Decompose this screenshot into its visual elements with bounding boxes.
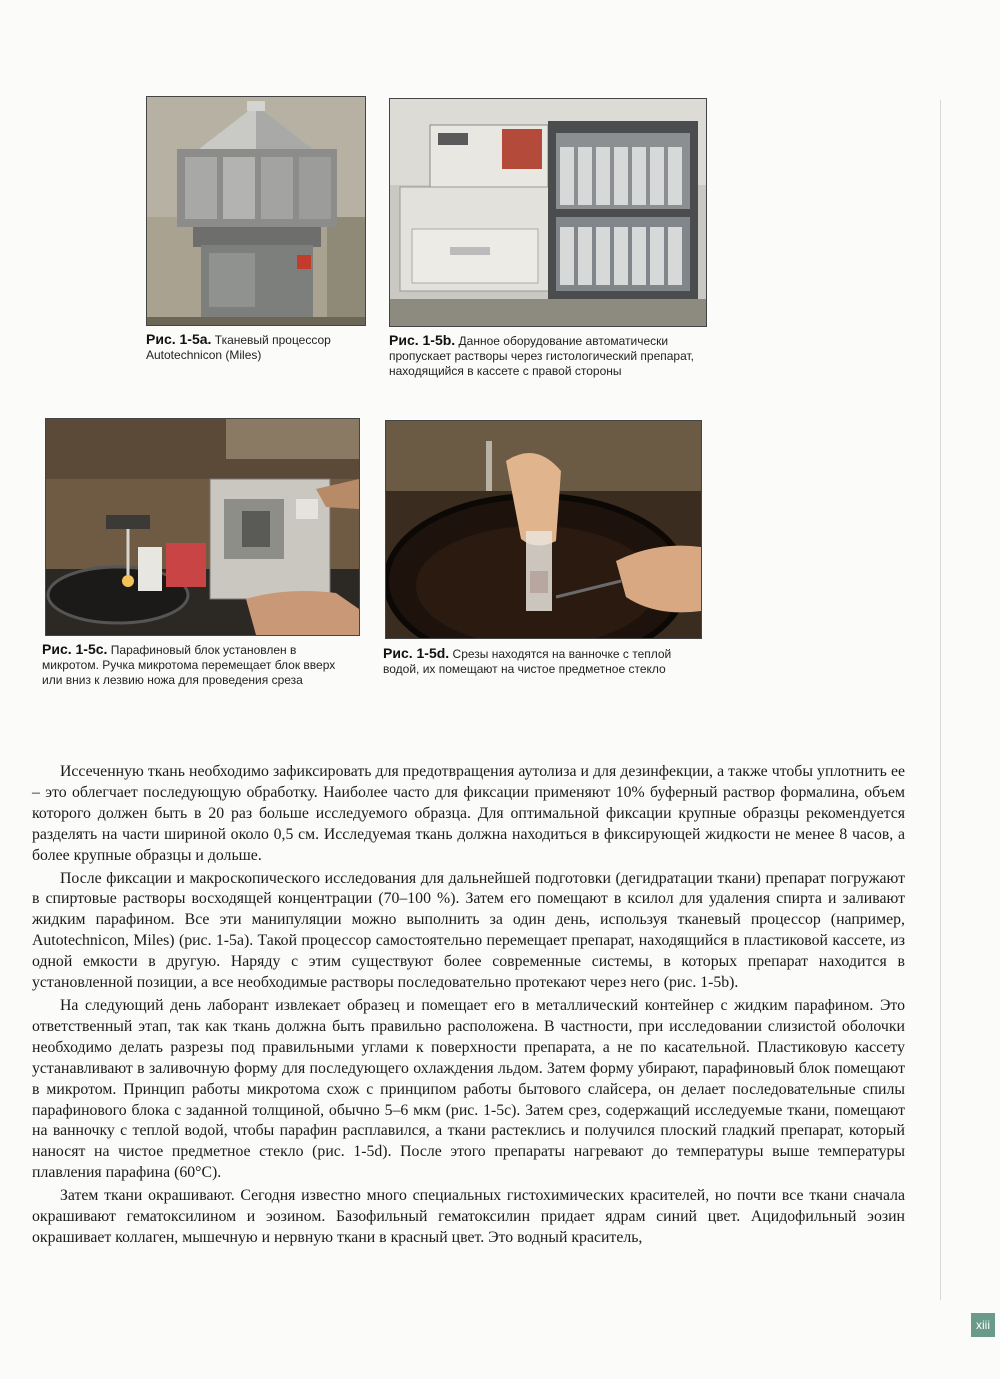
- body-text: [32, 762, 905, 1251]
- figure-1-5c-label: Рис. 1-5c.: [42, 641, 108, 657]
- figure-1-5a-photo: [146, 96, 366, 326]
- column-divider: [940, 100, 941, 1300]
- figure-1-5c-text: Парафиновый блок установлен в микротом. Ручка микротома перемещает блок вверх или вниз к лезвию ножа для проведения среза: [42, 643, 336, 687]
- figure-1-5d-label: Рис. 1-5d.: [383, 645, 450, 661]
- figure-1-5a-text: Тканевый процессор Autotechnicon (Miles): [146, 333, 331, 362]
- figure-1-5a-caption: [146, 332, 366, 363]
- figure-1-5d-photo: [385, 420, 702, 639]
- paragraph-3: На следующий день лаборант извлекает образец и помещает его в металлический контейнер с жидким парафином. Это ответственный этап, так как ткань должна быть правильно расположена. В частности, при исследовании слизистой оболочки необходимо делать разрезы под правильными углами к поверхности препарата, а не по касательной. Пластиковую кассету устанавливают в заливочную форму для последующего охлаждения льдом. Затем форму убирают, парафиновый блок помещают в микротом. Принцип работы микротома схож с принципом работы бытового слайсера, он делает последовательные спилы парафинового блока с заданной толщиной, обычно 5–6 мкм (рис. 1-5c). Затем срез, содержащий исследуемые ткани, помещают на ванночку с теплой водой, чтобы парафин расплавился, а ткани растеклись и получился плоский гладкий препарат, который наносят на чистое предметное стекло (рис. 1-5d). После этого препараты нагревают до температуры выше температуры плавления парафина (60°C).: [32, 996, 905, 1182]
- paragraph-4: Затем ткани окрашивают. Сегодня известно много специальных гистохимических красителей, но почти все ткани сначала окрашивают гематоксилином и эозином. Базофильный гематоксилин придает ядрам синий цвет. Ацидофильный эозин окрашивает коллаген, мышечную и нервную ткани в красный цвет. Это водный краситель,: [32, 1187, 905, 1246]
- figure-1-5b-photo: [389, 98, 707, 327]
- figure-1-5b-caption: [389, 333, 705, 379]
- figure-1-5b-text: Данное оборудование автоматически пропускает растворы через гистологический препарат, находящийся в кассете с правой стороны: [389, 334, 694, 378]
- figure-1-5b-label: Рис. 1-5b.: [389, 332, 456, 348]
- paragraph-1: Иссеченную ткань необходимо зафиксировать для предотвращения аутолиза и для дезинфекции, а также чтобы уплотнить ее – это облегчает последующую обработку. Наиболее часто для фиксации применяют 10% буферный раствор формалина, объем которого должен быть в 20 раз больше исследуемого образца. Для оптимальной фиксации крупные образцы рекомендуется разделять на части шириной около 0,5 см. Исследуемая ткань должна находиться в фиксирующей жидкости не менее 8 часов, а более крупные образцы и дольше.: [32, 763, 905, 864]
- figure-1-5d-caption: [383, 646, 693, 677]
- page-number: xiii: [971, 1313, 995, 1337]
- figure-1-5d-text: Срезы находятся на ванночке с теплой водой, их помещают на чистое предметное стекло: [383, 647, 672, 676]
- figure-1-5c-caption: [42, 642, 352, 688]
- figure-1-5a-label: Рис. 1-5a.: [146, 331, 212, 347]
- figure-1-5c-photo: [45, 418, 360, 636]
- paragraph-2: После фиксации и макроскопического исследования для дальнейшей подготовки (дегидратации ткани) препарат погружают в спиртовые растворы восходящей концентрации (70–100 %). Затем его помещают в ксилол для удаления спирта и заливают жидким парафином. Все эти манипуляции можно выполнить за один день, используя тканевый процессор (например, Autotechnicon, Miles) (рис. 1-5a). Такой процессор самостоятельно перемещает препарат, находящийся в пластиковой кассете, из одной емкости в другую. Наряду с этим существуют более современные системы, в которых препарат находится в установленной позиции, а все необходимые растворы последовательно протекают через него (рис. 1-5b).: [32, 869, 905, 992]
